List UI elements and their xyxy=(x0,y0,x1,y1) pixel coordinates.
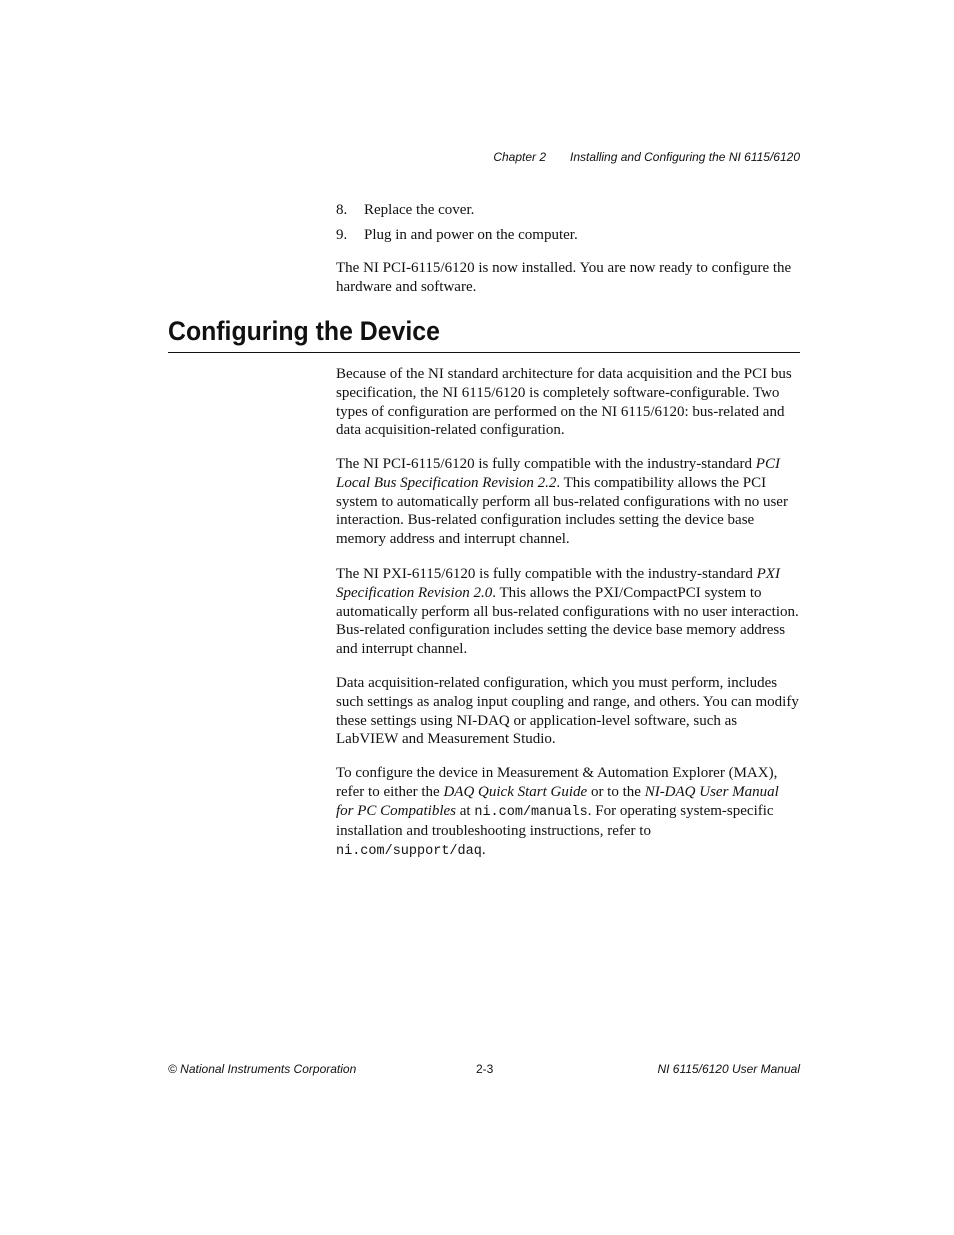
support-url-link[interactable]: ni.com/support/daq xyxy=(336,844,482,860)
paragraph-max-config xyxy=(336,764,800,862)
header-title: Installing and Configuring the NI 6115/6120 xyxy=(570,150,800,164)
paragraph-text: . For operating system-specific installation and troubleshooting instructions, refer to xyxy=(336,802,774,840)
running-header xyxy=(493,150,800,164)
paragraph-daq-config: Data acquisition-related configuration, which you must perform, includes such settings as analog input coupling and range, and others. You can modify these settings using NI-DAQ or application-level software, such as LabVIEW and Measurement Studio. xyxy=(336,675,799,748)
step-number: 9. xyxy=(336,227,348,243)
paragraph-pci-compat xyxy=(336,455,800,549)
header-chapter: Chapter 2 xyxy=(493,150,547,164)
paragraph-text: . This allows the PXI/CompactPCI system to automatically perform all bus-related configurations with no user interaction. Bus-related configuration includes setting the device base memory address and interrupt channel. xyxy=(336,584,799,658)
list-item xyxy=(336,226,800,245)
page-number: 2-3 xyxy=(476,1062,494,1076)
heading-rule xyxy=(168,352,800,353)
quick-start-guide-reference: DAQ Quick Start Guide xyxy=(443,783,588,800)
user-manual-reference: NI-DAQ User Manual for PC Compatibles xyxy=(336,783,779,819)
paragraph-text: . This compatibility allows the PCI system to automatically perform all bus-related configurations with no user interaction. Bus-related configuration includes setting the device base memory address and interrupt channel. xyxy=(336,474,788,548)
footer-manual-title: NI 6115/6120 User Manual xyxy=(657,1062,800,1076)
paragraph-text: The NI PXI-6115/6120 is fully compatible with the industry-standard xyxy=(336,566,757,582)
step-text: Plug in and power on the computer. xyxy=(364,227,578,243)
pxi-spec-reference: PXI Specification Revision 2.0 xyxy=(336,566,780,601)
paragraph-pxi-compat xyxy=(336,565,800,659)
pci-spec-reference: PCI Local Bus Specification Revision 2.2 xyxy=(336,456,780,491)
manuals-url-link[interactable]: ni.com/manuals xyxy=(474,804,588,820)
paragraph-text: . xyxy=(481,842,486,859)
paragraph-text: or to the xyxy=(587,783,645,800)
intro-paragraph: The NI PCI-6115/6120 is now installed. You are now ready to configure the hardware and software. xyxy=(336,260,792,295)
installation-steps xyxy=(336,201,800,251)
list-item xyxy=(336,201,800,220)
section-heading: Configuring the Device xyxy=(168,316,440,346)
paragraph-text: at xyxy=(456,802,475,819)
step-text: Replace the cover. xyxy=(364,202,475,218)
paragraph-architecture: Because of the NI standard architecture for data acquisition and the PCI bus specification, the NI 6115/6120 is completely software-configurable. Two types of configuration are performed on the NI 6115/6120: bus-related and data acquisition-related configuration. xyxy=(336,366,792,439)
footer-copyright: © National Instruments Corporation xyxy=(168,1062,357,1076)
paragraph-text: To configure the device in Measurement & Automation Explorer (MAX), refer to either the xyxy=(336,765,778,800)
step-number: 8. xyxy=(336,202,348,218)
paragraph-text: The NI PCI-6115/6120 is fully compatible with the industry-standard xyxy=(336,456,756,472)
